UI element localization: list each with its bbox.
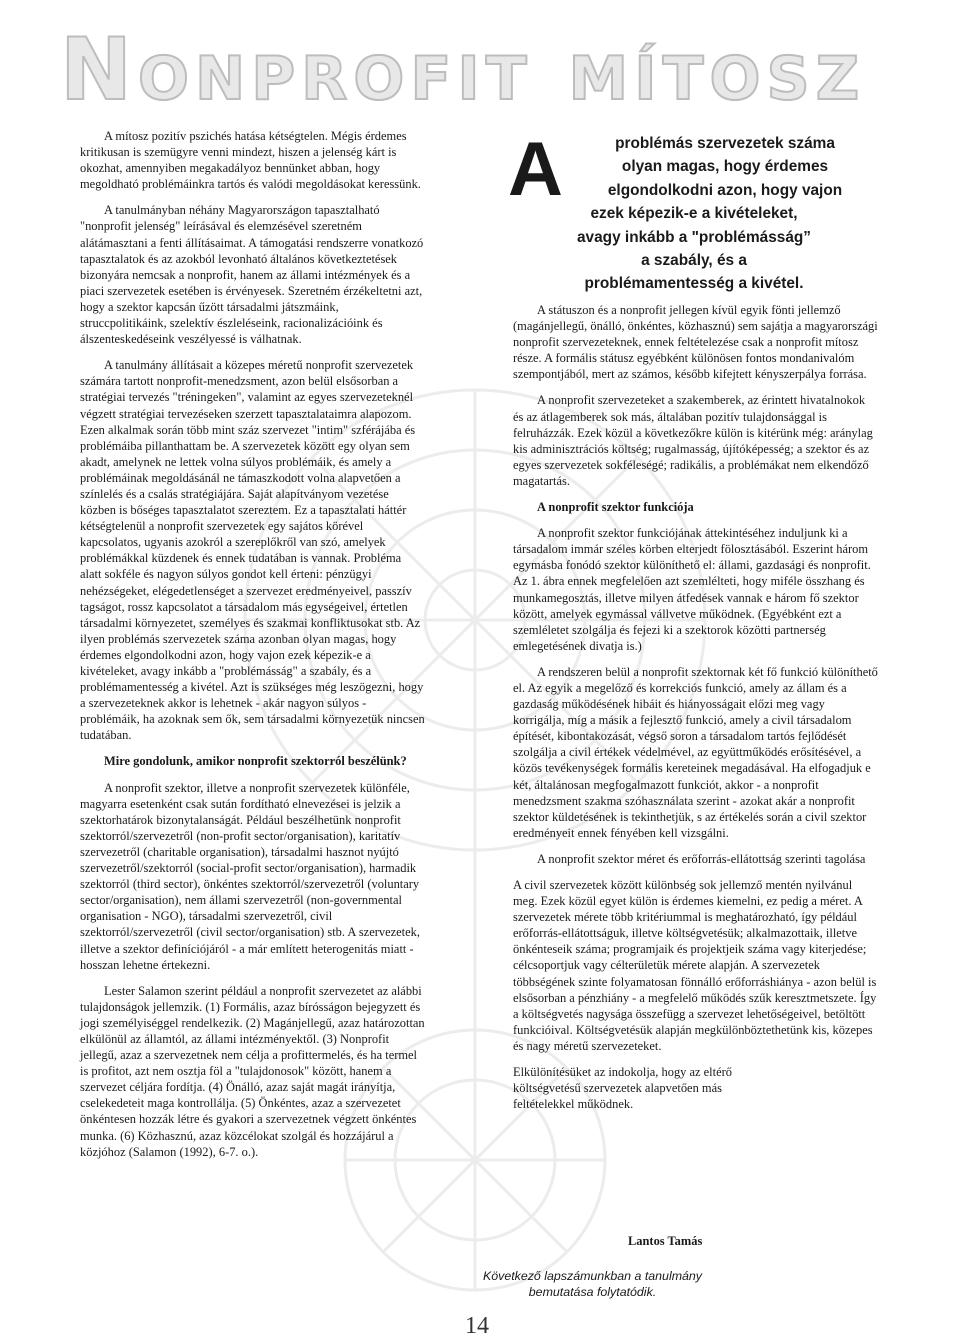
next-issue-teaser: Következő lapszámunkban a tanulmány bemutatása folytatódik. bbox=[482, 1269, 703, 1299]
section-heading: A nonprofit szektor funkciója bbox=[537, 500, 694, 515]
paragraph: A civil szervezetek között különbség sok jellemző mentén nyilvánul meg. Ezek közül egyet külön is érdemes kiemelni, ez pedig a méret. A szervezetek mérete több kritériummal is meghatározható, így például erőforrás-ellátottságuk, illetve költségvetésük; alkalmazottaik, illetve önkénteseik száma; programjaik és projektjeik száma vagy kiterjedése; célcsoportjuk vagy célterületük mérete alapján. A szervezetek többségének szinte folyamatosan fönnálló erőforráshiánya - azon belül is elsősorban a pénzhiány - a megfelelő működés szűk keresztmetszete. Így a költségvetés nagysága összefügg a szervezet lehetőségeivel, betöltött funkcióival. Költségvetésük alapján megkülönböztethetünk kis, közepes és nagy méretű szervezeteket. bbox=[513, 878, 877, 1053]
paragraph: A rendszeren belül a nonprofit szektornak két fő funkció különíthető el. Az egyik a megelőző és korrekciós funkció, amely az állam és a gazdaság működésének hibáit és hiányosságait előzi meg vagy korrigálja, míg a másik a fejlesztő funkció, amely a civil társadalom építését, kibontakozását, végső soron a társadalom tartós fejlődését szolgálja a civil értékek védelmével, az együttműködés erősítésével, a közös tevékenységek formális kereteinek megadásával. Ha elfogadjuk e két, általánosan megfogalmazott funkciót, akkor - a nonprofit menedzsment szakma szóhasználata szerint - azokat akár a nonprofit szektor küldetésének is tekinthetjük, s az értékelés során a civil szektor eredményeit ennek fényében kell vizsgálni. bbox=[513, 664, 878, 840]
pull-quote-line: olyan magas, hogy érdemes bbox=[621, 158, 829, 176]
left-column bbox=[80, 128, 425, 1170]
section-subheading: A nonprofit szektor méret és erőforrás-ellátottság szerinti tagolása bbox=[537, 851, 866, 866]
drop-cap: A bbox=[508, 127, 563, 212]
paragraph: A státuszon és a nonprofit jellegen kívül egyik fönti jellemző (magánjellegű, önálló, önkéntes, közhasznú) sem sajátja a magyarországi nonprofit szervezeteknek, ennek feltételezése csak a nonprofit mítosz része. A formális státusz egyébként különösen fontos mondanivalóm szempontjából, mert az számos, később kifejtett kényszerpálya forrása. bbox=[513, 303, 878, 382]
page-title: Nonprofit mítosz bbox=[60, 20, 866, 120]
paragraph: A nonprofit szervezeteket a szakemberek, az érintett hivatalnokok és az átlagemberek sok más, általában pozitív tulajdonsággal is felruházzák. Ezek közül a következőkre külön is kitérünk még: aránylag kis adminisztrációs költség; rugalmasság, újítóképesség; a szektor és az egyes szervezetek sokféleségé; radikális, a problémákat nem elkendőző magatartás. bbox=[513, 393, 873, 488]
pull-quote-text bbox=[508, 127, 880, 296]
pull-quote-line: problémamentesség a kivétel. bbox=[584, 275, 804, 293]
paragraph: A nonprofit szektor, illetve a nonprofit szervezetek különféle, magyarra esetenként csak sután fordítható elnevezései is jelzik a szektorhatárok bizonytalanságát. Például beszélhetünk nonprofit szektorról/szervezetről (non-profit sector/organisation), karitatív szervezetről (charitable organisation), társadalmi hasznot nyújtó szervezetről/szektorról (social-profit sector/organisation), harmadik szektorról (third sector), önkéntes szektorról/szervezetről (voluntary sector/organisation), nem állami szervezetről (non-governmental organisation - NGO), társadalmi szervezetről, civil szektorról/szervezetről (civil sector/organisation) stb. A szervezetek, illetve a szektor definíciójáról - a már említett heterogenitás miatt - hosszan lehetne értekezni. bbox=[80, 780, 420, 972]
pull-quote-line: a szabály, és a bbox=[641, 252, 747, 270]
section-heading: Mire gondolunk, amikor nonprofit szektorról beszélünk? bbox=[104, 754, 407, 769]
pull-quote-line: elgondolkodni azon, hogy vajon bbox=[607, 181, 843, 199]
page-number: 14 bbox=[465, 1313, 489, 1339]
pull-quote-line: avagy inkább a "problémásság” bbox=[577, 228, 811, 246]
paragraph: Elkülönítésüket az indokolja, hogy az eltérő költségvetésű szervezetek alapvetően más feltételekkel működnek. bbox=[513, 1065, 732, 1112]
paragraph: A nonprofit szektor funkciójának áttekintéséhez induljunk ki a társadalom immár széles körben elterjedt fölosztásából. Eszerint három egymásba fonódó szektor különíthető el: állami, gazdasági és nonprofit. Az 1. ábra ennek megfelelően azt szemlélteti, hogy miféle összhang és munkamegosztás, illetve milyen átfedések vannak e három fő szektor között, amelyek egymással vállvetve működnek. (Egyébként ezt a szemléletet szolgálja és fejezi ki a szektorok közötti partnerség emlegetésének divatja is.) bbox=[513, 526, 871, 653]
pull-quote-line: ezek képezik-e a kivételeket, bbox=[590, 205, 798, 223]
paragraph: Lester Salamon szerint például a nonprofit szervezetet az alábbi tulajdonságok jellemzik. (1) Formális, azaz bírósságon bejegyzett és jogi személyiséggel rendelkezik. (2) Magánjellegű, azaz határozottan elkülönül az államtól, az állami intézményektől. (3) Nonprofit jellegű, azaz a szervezetnek nem célja a profittermelés, és ha termel is profitot, azt nem osztja föl a "tulajdonosok" között, hanem a szervezet céljára fordítja. (4) Önálló, azaz saját magát irányítja, cselekedeteit maga kontrollálja. (5) Önkéntes, azaz a szervezetet önkéntesen hozzák létre és gyakori a szervezetnek végzett önkéntes munka. (6) Közhasznú, azaz közcélokat szolgál és hozzájárul a közjóhoz (Salamon (1992), 6-7. o.). bbox=[80, 983, 425, 1159]
pull-quote bbox=[508, 128, 880, 298]
paragraph: A tanulmányban néhány Magyarországon tapasztalható "nonprofit jelenség" leírásával és elemzésével szeretném alátámasztani a fenti állításaimat. A támogatási rendszerre vonatkozó tapasztalatok és az azokból levonható általános következtetések bizonyára nemcsak a nonprofit, hanem az állami intézmények és a piaci szervezetek esetében is érvényesek. Szeretném érzékeltetni azt, hogy a szektor kapcsán űzött társadalmi játszmáink, struccpolitikáink, szelektív észleléseink, racionalizációink és álszenteskedéseink veszélyessé is válhatnak. bbox=[80, 203, 424, 347]
author-name: Lantos Tamás bbox=[628, 1234, 703, 1248]
paragraph: A tanulmány állításait a közepes méretű nonprofit szervezetek számára tartott nonprofit-menedzsment, azon belül elsősorban a stratégiai tervezés "tréningeken", valamint az egyes szervezeteknél végzett stratégiai tervezéseken szerzett tapasztalataimra alapozom. Ezen alkalmak során több mint száz szervezet "intim" szférájába és problémáiba pillanthattam be. A szervezetek között egy olyan sem akadt, amelynek ne lettek volna súlyos problémáik, és amely a problémáinak megoldásánál ne támaszkodott volna alapvetően a színlelés és a csalás stratégiájára. Saját alapítványom vezetése közben is bőséges tapasztalatot szereztem. Ez a tapasztalati háttér kétségtelenül a nonprofit szervezetek egy sajátos körével kapcsolatos, ugyanis azokról a szereplőkről van szó, amelyek problémákkal küzdenek és ennek tudatában is vannak. Probléma alatt sokféle és nagyon súlyos gondot kell érteni: pénzügyi nehézségeket, elégedetlenséget a szervezet eredményeivel, passzív tagságot, rossz kapcsolatot a társadalom más egységeivel, értetlen társadalmi környezetet, személyes és szakmai konfliktusokat stb. Az ilyen problémás szervezetek száma azonban olyan magas, hogy érdemes elgondolkodni azon, hogy vajon ezek képezik-e a kivételeket, avagy inkább a "problémásság" a szabály, és a problémamentesség a kivétel. Azt is szükséges még leszögezni, hogy a szervezeteknek akkor is lehetnek - akár nagyon súlyos - problémáik, ha azoknak sem ők, sem társadalmi környezetük nincsen tudatában. bbox=[80, 358, 425, 743]
right-column bbox=[513, 302, 878, 1122]
paragraph: A mítosz pozitív pszichés hatása kétségtelen. Mégis érdemes kritikusan is szemügyre venni mindezt, hiszen a jelenség kárt is okozhat, amennyiben megakadályoz bennünket abban, hogy megoldható problémáinkra tartós és valódi megoldásokat keressünk. bbox=[80, 129, 421, 192]
pull-quote-line: problémás szervezetek száma bbox=[615, 135, 835, 152]
